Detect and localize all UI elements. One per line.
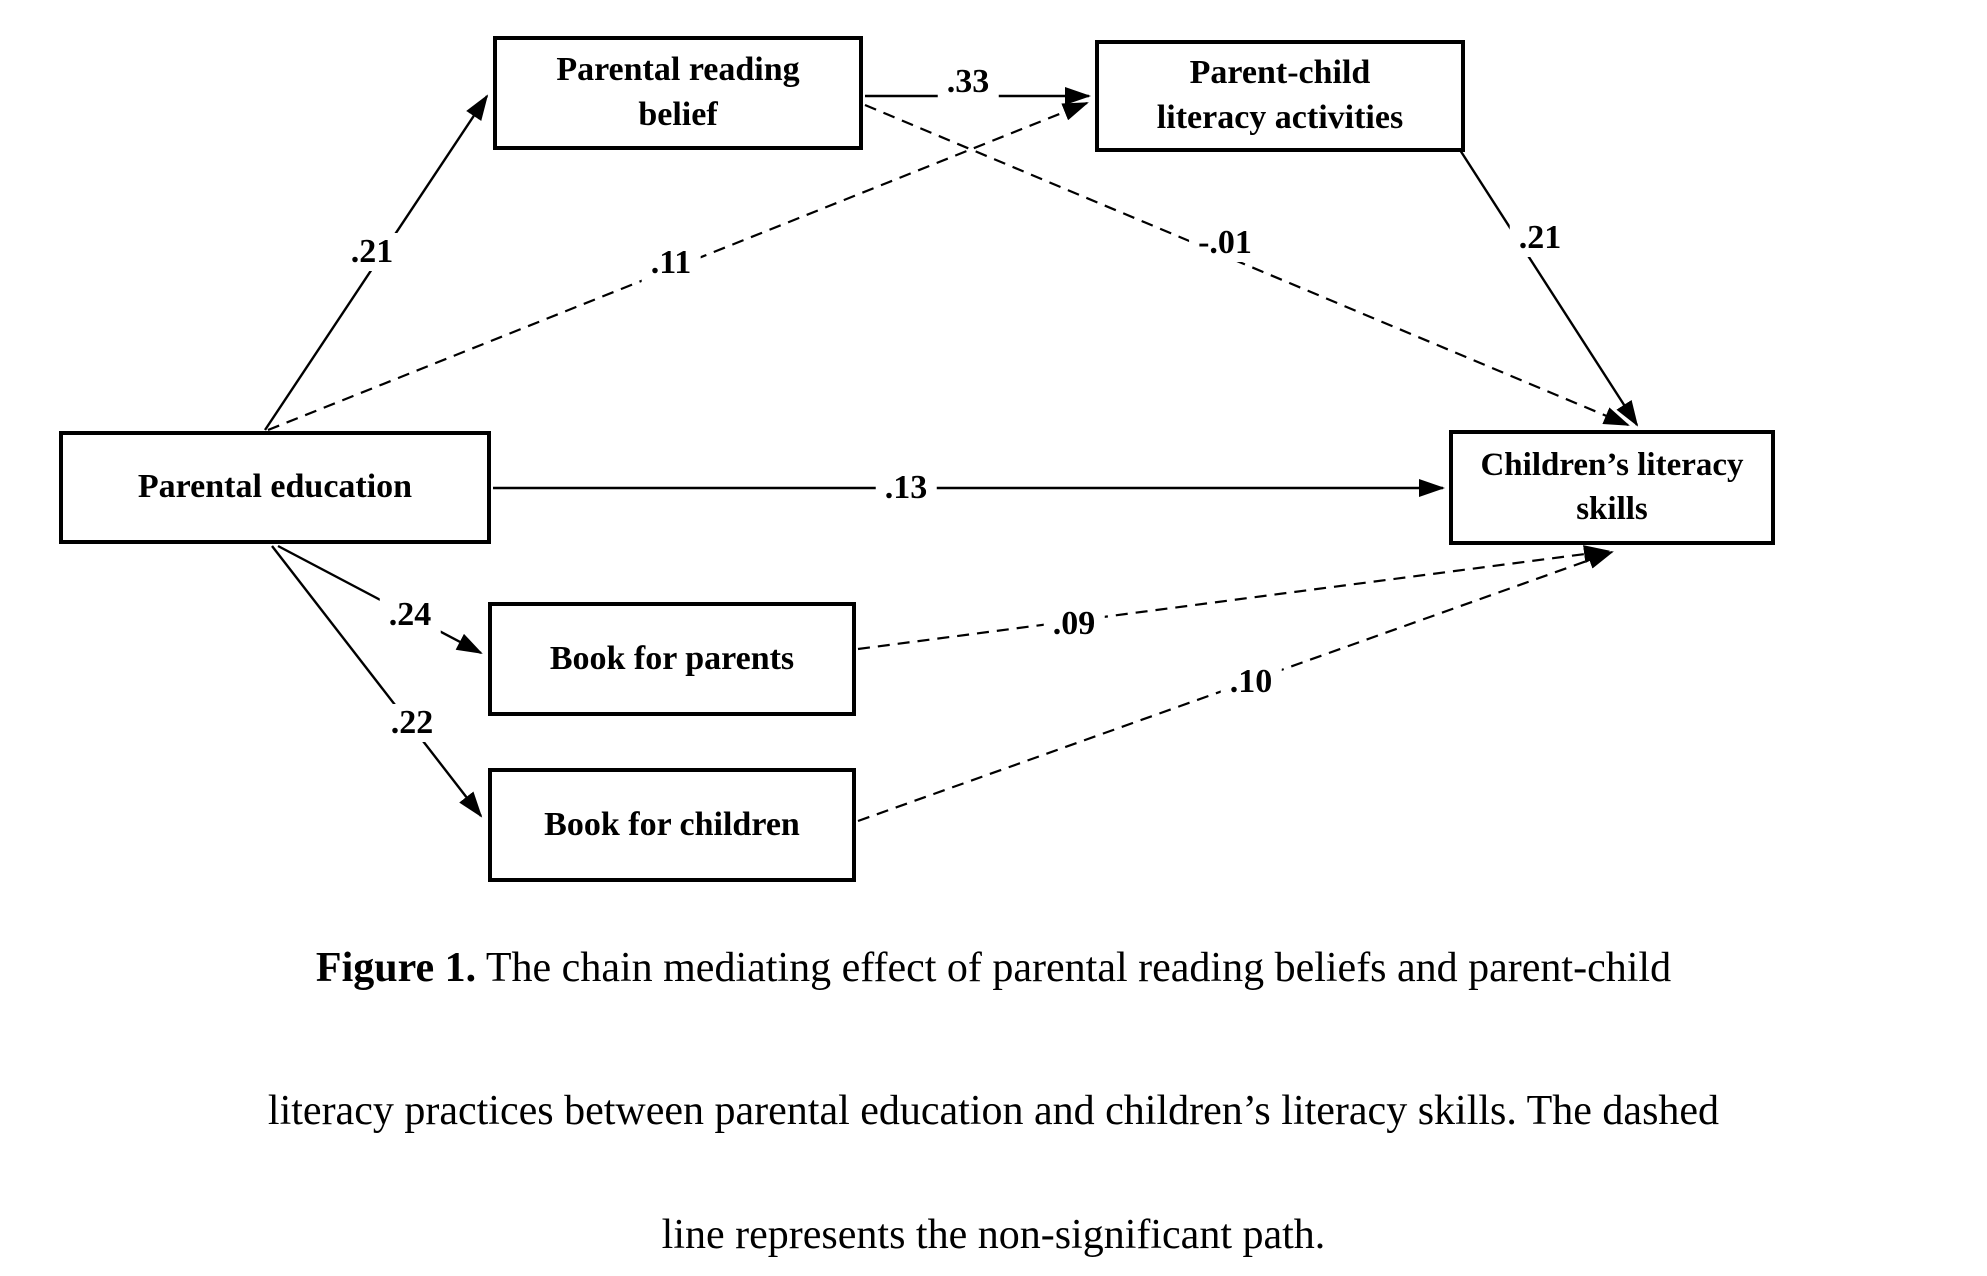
path-pcla-to-cls-line xyxy=(1460,150,1637,425)
coef-bfc-cls: .10 xyxy=(1221,663,1282,701)
node-book-for-children xyxy=(488,768,856,882)
node-label-line: Parental reading xyxy=(556,51,800,89)
node-label-line: Book for parents xyxy=(549,639,795,677)
coef-prb-pcla: .33 xyxy=(938,63,999,101)
coef-pe-bfp: .24 xyxy=(380,596,441,634)
node-book-for-parents xyxy=(488,602,856,716)
node-label-line: literacy activities xyxy=(1156,99,1404,136)
coef-bfp-cls: .09 xyxy=(1044,605,1105,643)
node-parental-education xyxy=(59,431,491,544)
path-bfp-to-cls-line xyxy=(858,551,1608,649)
node-parent-child-literacy-activities xyxy=(1095,40,1465,152)
node-label-line: belief xyxy=(638,96,718,133)
figure-number-label: Figure 1. xyxy=(315,945,477,991)
node-label-line: Book for children xyxy=(544,805,800,843)
coef-pe-pcla: .11 xyxy=(642,244,701,282)
path-pe-to-bfc-line xyxy=(272,546,481,816)
node-parental-reading-belief xyxy=(493,36,863,150)
caption-line-2: literacy practices between parental education and children’s literacy skills. The dashed xyxy=(267,1088,1720,1134)
node-label-line: Parental education xyxy=(137,468,413,506)
coef-pe-cls: .13 xyxy=(876,469,937,507)
node-label-line: Parent-child xyxy=(1189,54,1371,92)
coef-pe-prb: .21 xyxy=(342,233,403,271)
coef-pcla-cls: .21 xyxy=(1510,219,1571,257)
coef-pe-bfc: .22 xyxy=(382,704,443,742)
path-prb-to-cls-line xyxy=(865,105,1628,425)
caption-line-1 xyxy=(0,945,1987,991)
caption-line-3: line represents the non-significant path. xyxy=(661,1212,1326,1258)
node-label-line: skills xyxy=(1576,490,1648,527)
caption-line-1-text: The chain mediating effect of parental reading beliefs and parent-child xyxy=(476,945,1672,991)
node-label-line: Children’s literacy xyxy=(1480,446,1744,483)
coef-prb-cls: -.01 xyxy=(1189,224,1261,262)
node-childrens-literacy-skills xyxy=(1449,430,1775,545)
